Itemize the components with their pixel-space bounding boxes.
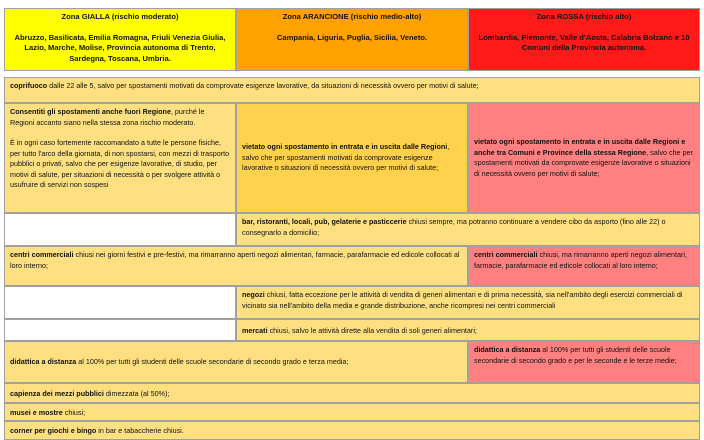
row-title: mercati (242, 326, 268, 335)
row-coprifuoco (4, 77, 700, 103)
row-capienza (4, 383, 700, 403)
row-title: Consentiti gli spostamenti anche fuori Regione (10, 107, 171, 116)
row-negozi (236, 286, 700, 319)
spostamenti-rossa (468, 103, 700, 213)
header-regions: Abruzzo, Basilicata, Emilia Romagna, Friuli Venezia Giulia, Lazio, Marche, Molise, Provincia autonoma di Trento, Sardegna, Toscana, Umbria. (14, 32, 226, 63)
row-title: bar, ristoranti, locali, pub, gelaterie e pasticcerie (242, 217, 407, 226)
row-text: chiusi, salvo le attività dirette alla vendita di soli generi alimentari; (267, 326, 477, 335)
row-title: centri commerciali (474, 250, 538, 259)
header-title: Zona ROSSA (rischio alto) (536, 12, 632, 21)
row-title: vietato ogni spostamento in entrata e in uscita dalle Regioni (242, 142, 448, 152)
row-text: al 100% per tutti gli studenti delle scuole secondarie di secondo grado e terza media; (76, 356, 349, 366)
negozi-empty (4, 286, 236, 319)
header-title: Zona GIALLA (rischio moderato) (61, 12, 179, 21)
header-title: Zona ARANCIONE (rischio medio-alto) (282, 12, 422, 21)
row-title: centri commerciali (10, 250, 74, 259)
row-title: corner per giochi e bingo (10, 426, 97, 435)
bar-empty (4, 213, 236, 246)
row-title: musei e mostre (10, 408, 63, 417)
row-text: , salvo che per spostamenti motivati da comprovate esigenze lavorative o situazioni di necessità ovvero per motivi di salute; (242, 142, 450, 173)
row-didattica (4, 341, 468, 383)
row-text: chiusi nei giorni festivi e pre-festivi, ma rimarranno aperti negozi alimentari, farmacie, parafarmacie ed edicole collocati al loro interno; (10, 250, 460, 270)
row-text: dalle 22 alle 5, salvo per spostamenti motivati da comprovate esigenze lavorative, da situazioni di necessità ovvero per motivi di salute; (47, 81, 479, 90)
header-zona-gialla (4, 8, 236, 71)
row-text: in bar e tabaccherie chiusi. (96, 426, 184, 435)
row-text: chiusi sempre, ma potranno continuare a vendere cibo da asporto (fino alle 22) o consegnarlo a domicilio; (242, 217, 666, 237)
row-title: coprifuoco (10, 81, 48, 90)
row-musei (4, 403, 700, 421)
mercati-empty (4, 319, 236, 341)
header-zona-arancione (236, 8, 468, 71)
row-bar (236, 213, 700, 246)
header-zona-rossa (468, 8, 700, 71)
row-title: capienza dei mezzi pubblici (10, 389, 104, 398)
row-title: negozi (242, 290, 265, 299)
row-text: al 100% per tutti gli studenti delle scuole secondarie di secondo grado e per le seconde e le terze medie; (474, 345, 677, 365)
row-text: chiusi, fatta eccezione per le attività di vendita di generi alimentari e di prima necessità, sia nell'ambito degli esercizi commerciali di vicinato sia nell'ambito della media e grande distribuzione, anche ricompresi nei centri commerciali (242, 290, 683, 310)
row-mercati (236, 319, 700, 341)
row-text: , purché le Regioni accanto siano nella stessa zona rischio moderato. (10, 107, 205, 127)
row-text: dimezzata (al 50%); (103, 389, 170, 398)
row-title: vietato ogni spostamento in entrata e in uscita dalle Regioni e anche tra Comuni e Province della stessa Regione (474, 137, 686, 157)
row-text: chiusi, ma rimarranno aperti negozi alimentari, farmacie, parafarmacie ed edicole collocati al loro interno; (474, 250, 687, 270)
spostamenti-arancione (236, 103, 468, 213)
row-text: , salvo che per spostamenti motivati da comprovate esigenze lavorative o situazioni di necessità ovvero per motivi di salute; (474, 147, 693, 178)
header-regions: Campania, Liguria, Puglia, Sicilia, Veneto. (276, 32, 428, 42)
row-text: chiusi; (62, 408, 86, 417)
row-text: È in ogni caso fortemente raccomandato a tutte le persone fisiche, per tutto l'arco della giornata, di non spostarsi, con mezzi di trasporto pubblici o privati, salvo che per esigenze lavorative, di studio, per motivi di salute, per situazioni di necessità o per svolgere attività o usufruire di servizi non sospesi (10, 138, 230, 189)
row-giochi (4, 421, 700, 440)
didattica-rossa (468, 341, 700, 383)
row-title: didattica a distanza (474, 345, 541, 354)
header-regions: Lombardia, Piemonte, Valle d'Aosta, Calabria Bolzano e 10 Comuni della Provincia autonoma. (478, 32, 690, 53)
centri-commerciali-rossa (468, 246, 700, 286)
row-title: didattica a distanza (10, 356, 77, 366)
spostamenti-gialla (4, 103, 236, 213)
row-centri-commerciali (4, 246, 468, 286)
